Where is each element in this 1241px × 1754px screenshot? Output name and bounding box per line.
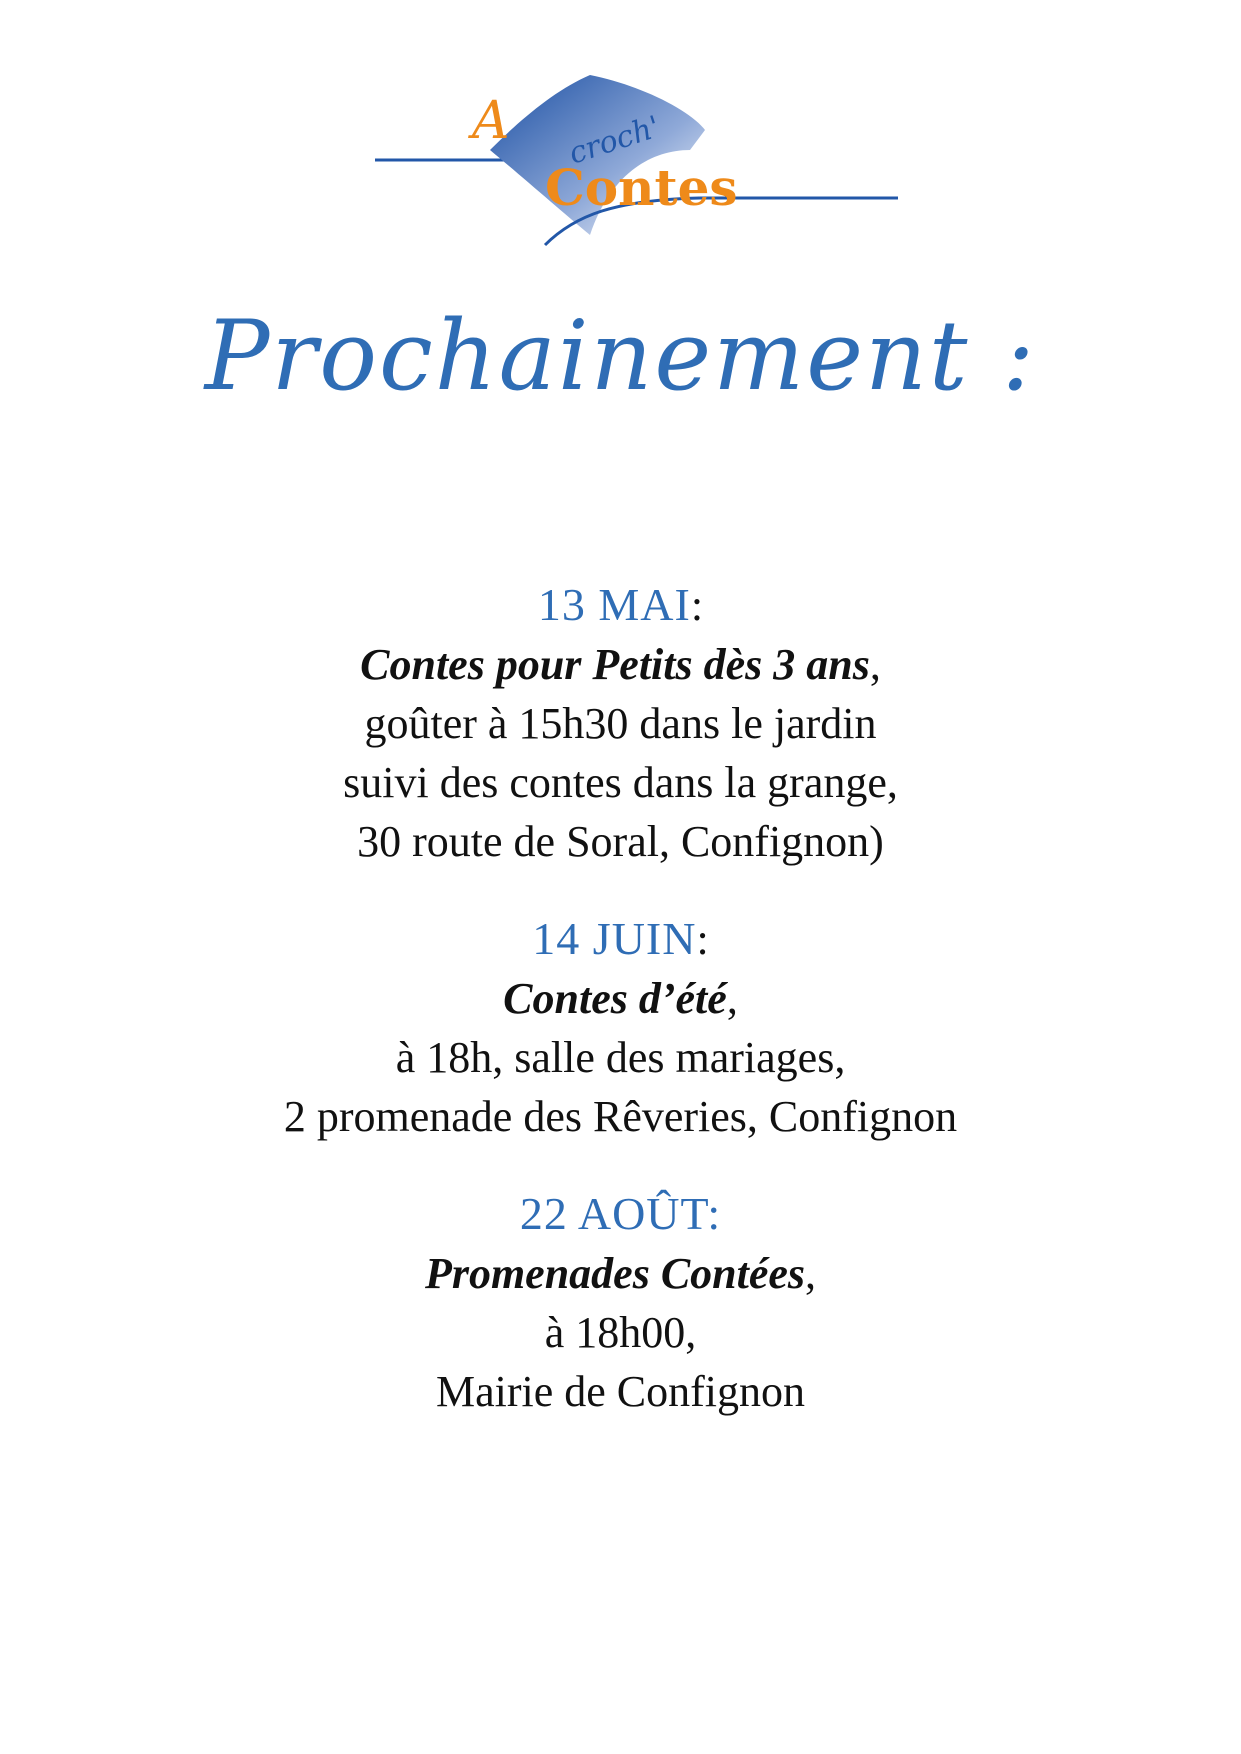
events-list xyxy=(0,575,1241,1459)
event-item xyxy=(0,909,1241,1146)
event-detail: 30 route de Soral, Confignon) xyxy=(357,817,884,866)
event-detail: 2 promenade des Rêveries, Confignon xyxy=(283,1092,958,1141)
event-title: Contes pour Petits dès 3 ans xyxy=(360,640,870,689)
event-item xyxy=(0,1184,1241,1421)
event-date-suffix: : xyxy=(696,915,709,964)
event-title-suffix: , xyxy=(869,640,881,689)
event-title: Promenades Contées xyxy=(424,1249,806,1298)
logo-graphic xyxy=(0,0,1241,280)
event-item xyxy=(0,575,1241,871)
event-detail: Mairie de Confignon xyxy=(435,1367,806,1416)
headline-prochainement: Prochainement : xyxy=(204,300,1037,412)
logo-letter-a: A xyxy=(472,91,510,151)
logo-word-croch: croch' xyxy=(564,109,665,172)
event-detail: goûter à 15h30 dans le jardin xyxy=(364,699,877,748)
event-date: 13 MAI xyxy=(537,579,691,630)
event-date: 22 AOÛT: xyxy=(519,1188,722,1239)
event-detail: à 18h00, xyxy=(544,1308,697,1357)
event-title-suffix: , xyxy=(805,1249,817,1298)
event-detail: suivi des contes dans la grange, xyxy=(343,758,898,807)
accroch-contes-logo xyxy=(0,0,1241,280)
event-date: 14 JUIN xyxy=(532,913,697,964)
event-detail: à 18h, salle des mariages, xyxy=(395,1033,846,1082)
event-date-suffix: : xyxy=(690,581,704,630)
event-title: Contes d’été xyxy=(503,974,727,1023)
logo-word-contes: Contes xyxy=(545,158,738,217)
event-title-suffix: , xyxy=(726,974,738,1023)
